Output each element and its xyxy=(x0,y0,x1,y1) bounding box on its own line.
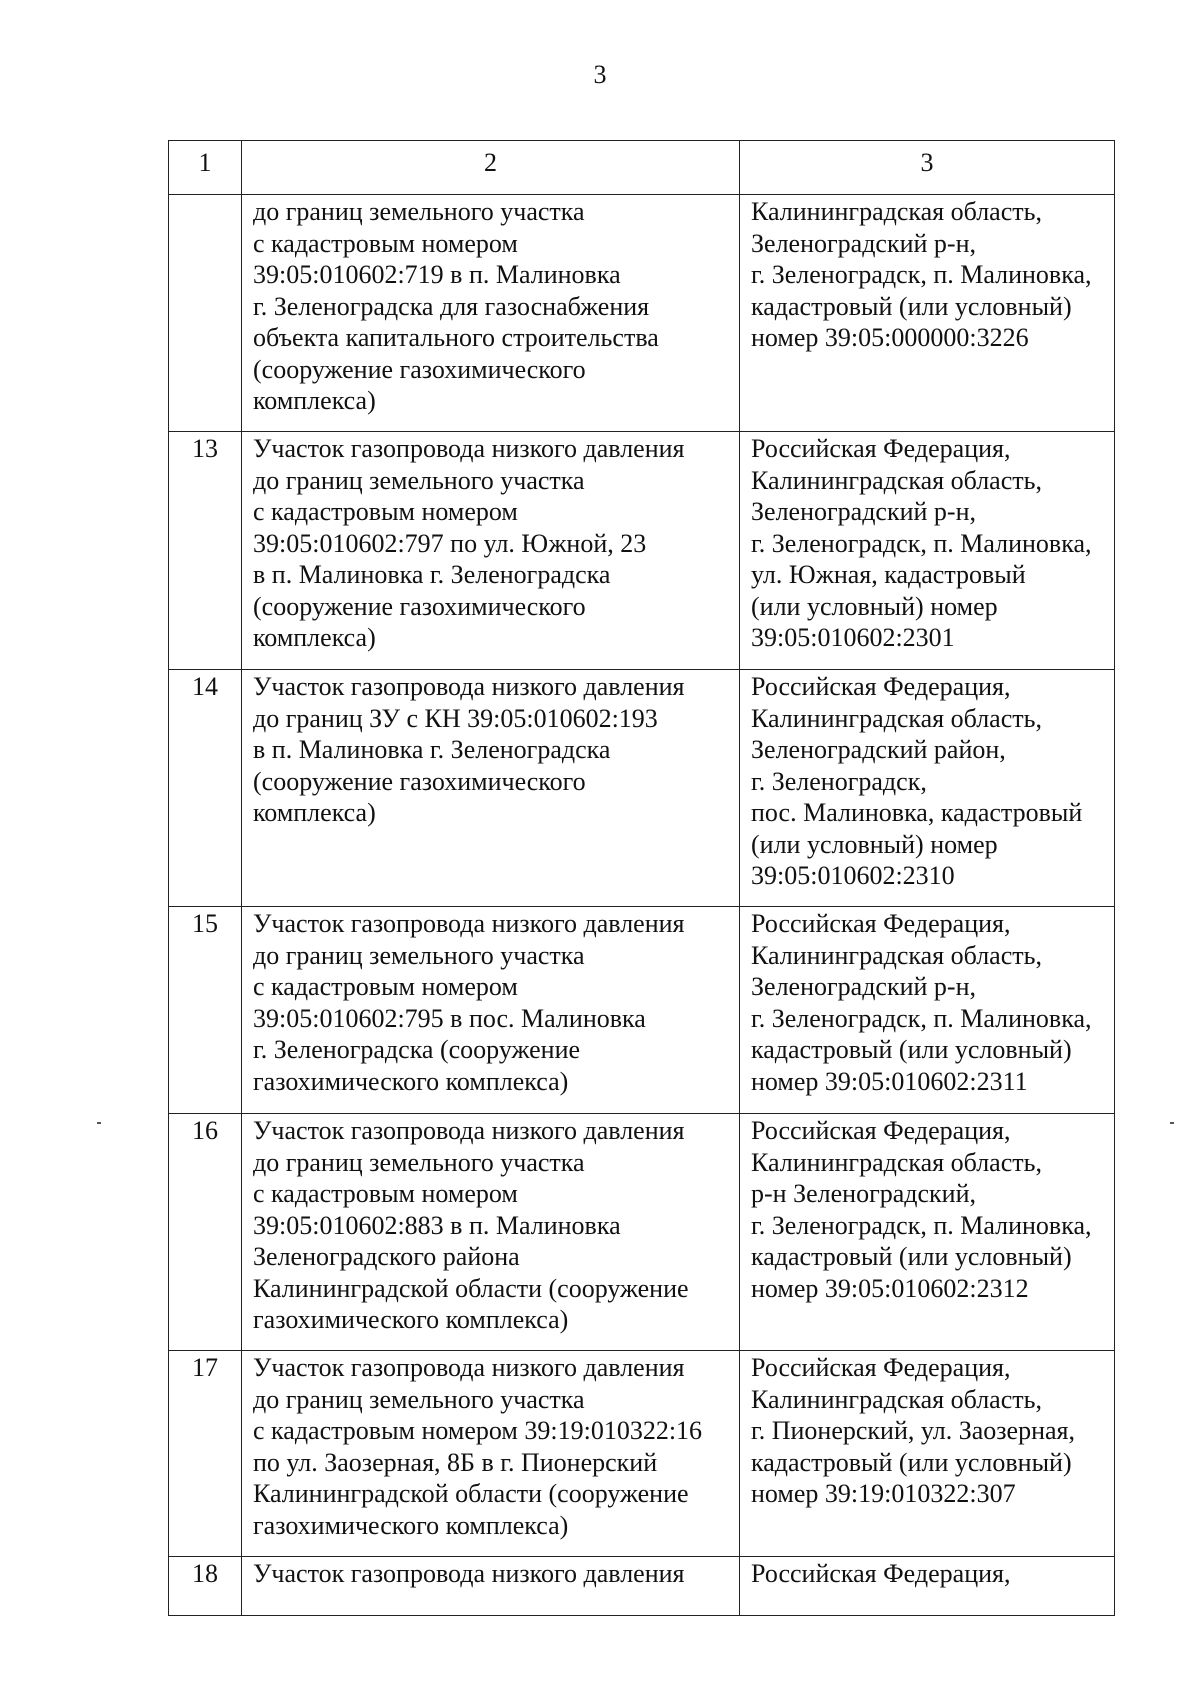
column-header-3: 3 xyxy=(740,141,1115,195)
table-row xyxy=(169,432,1115,670)
object-address: Российская Федерация, Калининградская область, Зеленоградский р-н, г. Зеленоградск, п. Малиновка, кадастровый (или условный) номер 39:05:010602:2311 xyxy=(740,907,1115,1114)
object-description: Участок газопровода низкого давления xyxy=(242,1557,740,1616)
table-row xyxy=(169,195,1115,432)
table-header-row xyxy=(169,141,1115,195)
objects-table xyxy=(168,140,1115,1616)
table-row xyxy=(169,907,1115,1114)
object-description: Участок газопровода низкого давления до границ земельного участка с кадастровым номером 39:05:010602:883 в п. Малиновка Зеленоградского района Калининградской области (сооружение газохимического комплекса) xyxy=(242,1114,740,1351)
page-number: 3 xyxy=(593,60,607,89)
table-row xyxy=(169,1557,1115,1616)
object-description: Участок газопровода низкого давления до границ ЗУ с КН 39:05:010602:193 в п. Малиновка г. Зеленоградска (сооружение газохимического комплекса) xyxy=(242,670,740,907)
object-description: Участок газопровода низкого давления до границ земельного участка с кадастровым номером 39:19:010322:16 по ул. Заозерная, 8Б в г. Пионерский Калининградской области (сооружение газохимического комплекса) xyxy=(242,1351,740,1557)
object-address: Российская Федерация, Калининградская область, Зеленоградский район, г. Зеленоградск, пос. Малиновка, кадастровый (или условный) номер 39:05:010602:2310 xyxy=(740,670,1115,907)
column-header-1: 1 xyxy=(169,141,242,195)
object-address: Калининградская область, Зеленоградский р-н, г. Зеленоградск, п. Малиновка, кадастровый (или условный) номер 39:05:000000:3226 xyxy=(740,195,1115,432)
row-number: 18 xyxy=(169,1557,242,1616)
table-row xyxy=(169,1351,1115,1557)
row-number: 17 xyxy=(169,1351,242,1557)
object-address: Российская Федерация, Калининградская область, г. Пионерский, ул. Заозерная, кадастровый (или условный) номер 39:19:010322:307 xyxy=(740,1351,1115,1557)
object-description: Участок газопровода низкого давления до границ земельного участка с кадастровым номером 39:05:010602:797 по ул. Южной, 23 в п. Малиновка г. Зеленоградска (сооружение газохимического комплекса) xyxy=(242,432,740,670)
object-description: Участок газопровода низкого давления до границ земельного участка с кадастровым номером 39:05:010602:795 в пос. Малиновка г. Зеленоградска (сооружение газохимического комплекса) xyxy=(242,907,740,1114)
object-address: Российская Федерация, xyxy=(740,1557,1115,1616)
table-row xyxy=(169,1114,1115,1351)
object-description: до границ земельного участка с кадастровым номером 39:05:010602:719 в п. Малиновка г. Зеленоградска для газоснабжения объекта капитального строительства (сооружение газохимического комплекса) xyxy=(242,195,740,432)
object-address: Российская Федерация, Калининградская область, Зеленоградский р-н, г. Зеленоградск, п. Малиновка, ул. Южная, кадастровый (или условный) номер 39:05:010602:2301 xyxy=(740,432,1115,670)
table-row xyxy=(169,670,1115,907)
row-number xyxy=(169,195,242,432)
scan-mark-right xyxy=(1170,1122,1174,1124)
row-number: 15 xyxy=(169,907,242,1114)
row-number: 13 xyxy=(169,432,242,670)
object-address: Российская Федерация, Калининградская область, р-н Зеленоградский, г. Зеленоградск, п. Малиновка, кадастровый (или условный) номер 39:05:010602:2312 xyxy=(740,1114,1115,1351)
row-number: 16 xyxy=(169,1114,242,1351)
column-header-2: 2 xyxy=(242,141,740,195)
row-number: 14 xyxy=(169,670,242,907)
scan-mark-left xyxy=(97,1122,101,1124)
